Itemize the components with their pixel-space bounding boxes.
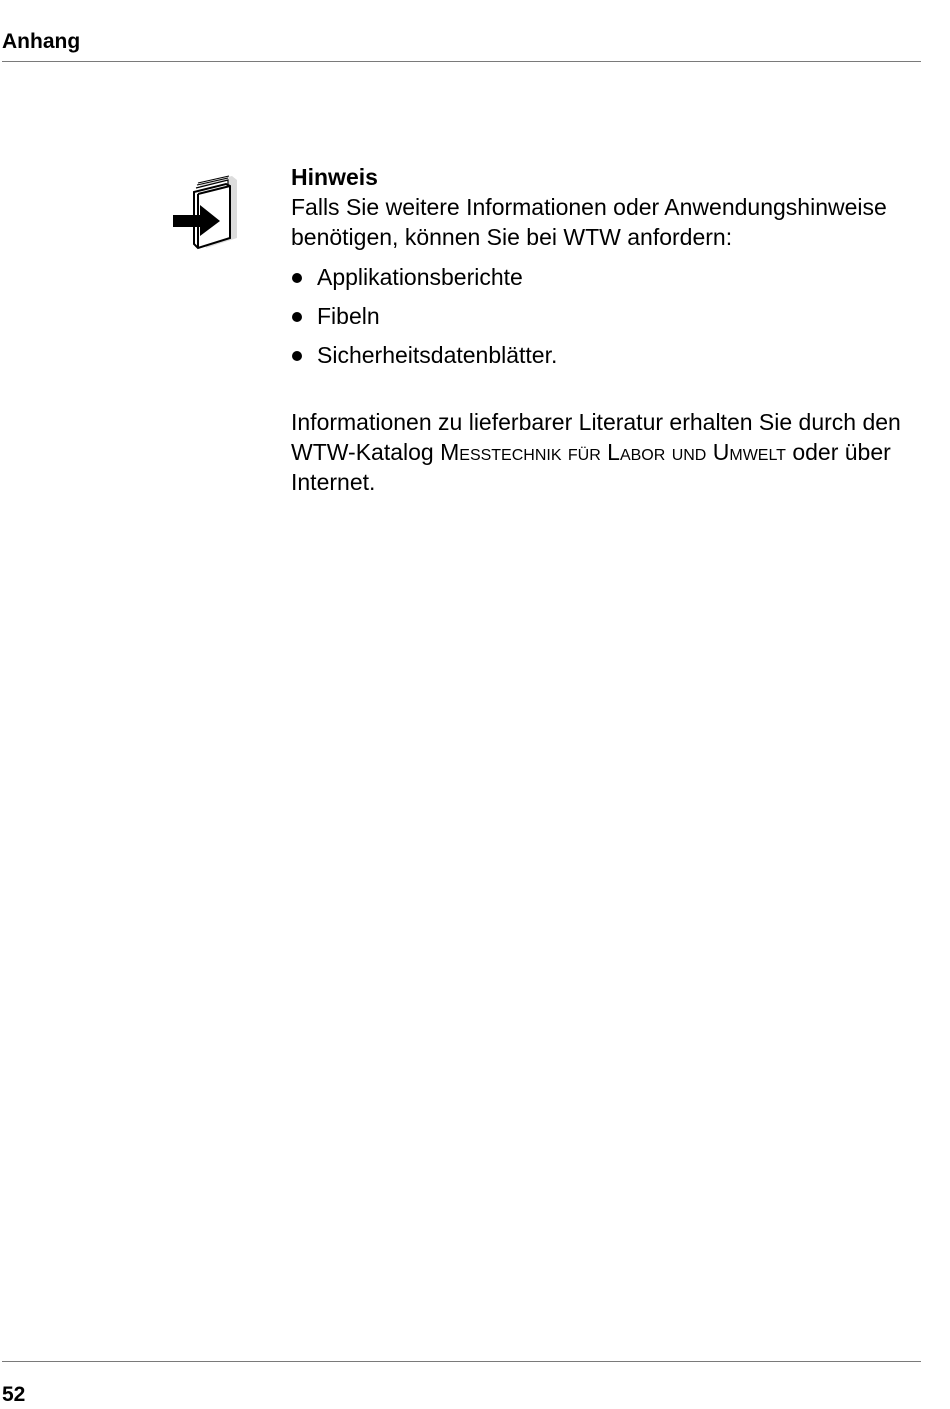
- header-rule: [2, 61, 921, 62]
- note-heading: Hinweis: [291, 164, 378, 190]
- literature-paragraph: [291, 407, 931, 497]
- note-block: [291, 162, 931, 520]
- bullet-icon: [292, 351, 302, 361]
- catalog-name: Messtechnik für Labor und Umwelt: [440, 439, 786, 465]
- book-arrow-icon: [170, 172, 242, 252]
- list-item-label: Sicherheitsdatenblätter.: [317, 342, 558, 368]
- note-intro: Falls Sie weitere Informationen oder Anwendungshinweise benötigen, können Sie bei WTW anfordern:: [291, 194, 887, 250]
- list-item: [291, 340, 931, 379]
- list-item: [291, 301, 931, 340]
- literature-text-after: oder über Internet.: [291, 439, 891, 495]
- list-item: [291, 262, 931, 301]
- list-item-label: Applikationsberichte: [317, 264, 523, 290]
- footer-rule: [2, 1361, 921, 1362]
- page-header-title: Anhang: [2, 30, 81, 53]
- list-item-label: Fibeln: [317, 303, 380, 329]
- literature-text-before: Informationen zu lieferbarer Literatur erhalten Sie durch den WTW-Katalog: [291, 409, 901, 465]
- bullet-icon: [292, 273, 302, 283]
- page-number: 52: [2, 1383, 26, 1406]
- bullet-icon: [292, 312, 302, 322]
- document-list: [291, 262, 931, 379]
